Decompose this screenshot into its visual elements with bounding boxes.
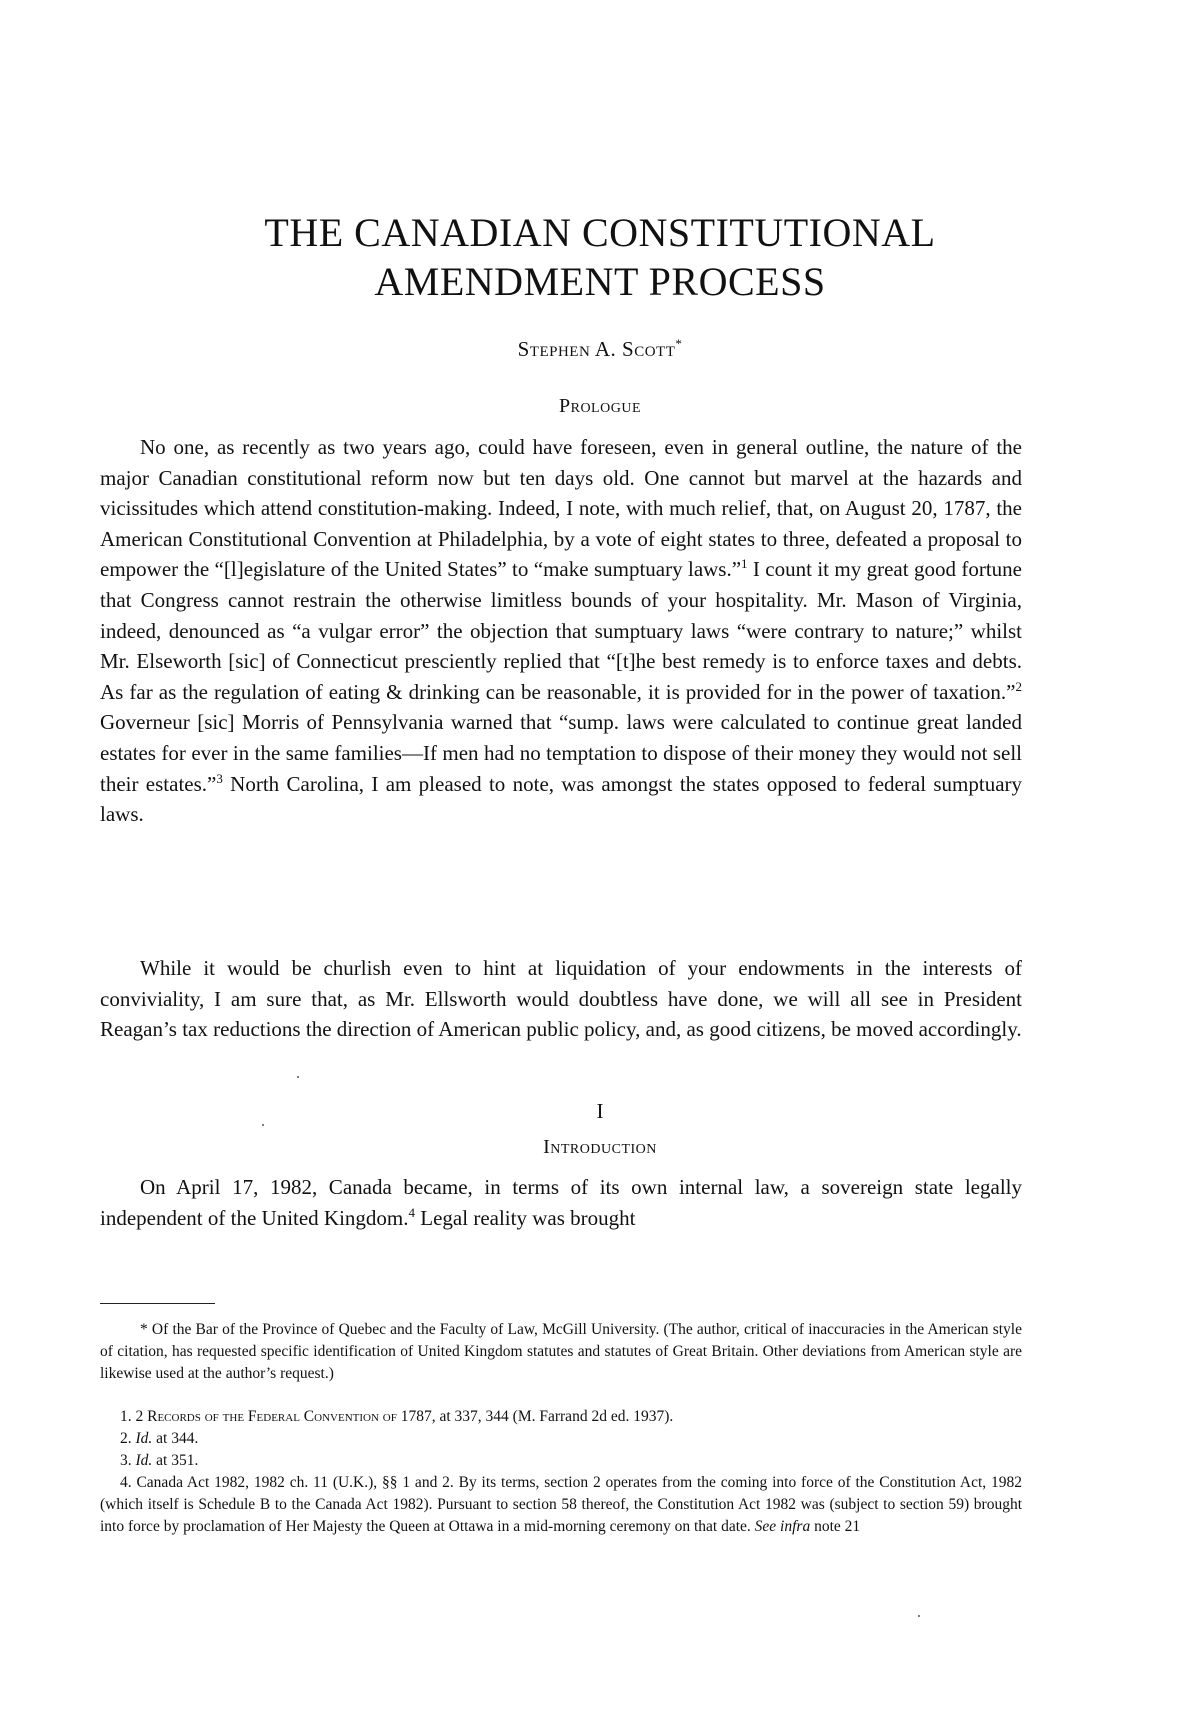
author-name: Stephen A. Scott [517,337,676,361]
prologue-heading: Prologue [558,395,641,417]
footnote-2-id: Id. [135,1430,153,1447]
footnote-ref-2: 2 [1015,678,1022,694]
footnote-4-text: Canada Act 1982, 1982 ch. 11 (U.K.), §§ 1 and 2. By its terms, section 2 operates from the coming into force of the Constitution Act, 1982 (which itself is Schedule B to the Canada Act 1982). Pursuant to section 58 thereof, the Constitution Act 1982 was (subject to section 59) brought into force by proclamation of Her Majesty the Queen at Ottawa in a mid-morning ceremony on that date. [100,1474,1022,1535]
footnote-star [100,1319,1022,1384]
footnote-3 [100,1450,1022,1472]
intro-p1-text-2: Legal reality was brought [415,1205,636,1230]
footnote-4-number: 4. [120,1474,132,1491]
introduction-heading: Introduction [543,1136,657,1158]
footnote-1-citation: , at 337, 344 (M. Farrand 2d ed. 1937). [431,1408,674,1425]
footnote-4-see-infra: See infra [754,1517,811,1535]
footnote-3-id: Id. [135,1452,153,1469]
footnote-separator [100,1303,215,1304]
section-numeral: I [596,1099,604,1123]
prologue-p1-text-3: Governeur [sic] Morris of Pennsylvania warned that “sump. laws were calculated to continue great landed estates for ever in the same families—If men had no temptation to dispose of their money they would not sell their estates.” [100,710,1022,796]
footnote-1 [100,1406,1022,1428]
prologue-paragraph-1 [100,432,1022,830]
title-line-1: THE CANADIAN CONSTITUTIONAL [264,210,936,255]
prologue-p1-text-1: No one, as recently as two years ago, could have foreseen, even in general outline, the nature of the major Canadian constitutional reform now but ten days old. One cannot but marvel at the hazards and vicissitudes which attend constitution-making. Indeed, I note, with much relief, that, on August 20, 1787, the American Constitutional Convention at Philadelphia, by a vote of eight states to three, defeated a proposal to empower the “[l]egislature of the United States” to “make sumptuary laws.” [100,435,1022,582]
footnote-2-citation: at 344. [152,1430,199,1447]
footnote-1-number: 1. [120,1408,132,1425]
footnote-ref-1: 1 [741,556,748,572]
scan-speck [297,1076,299,1078]
prologue-p1-text-2: I count it my great good fortune that Congress cannot restrain the otherwise limitless bounds of your hospitality. Mr. Mason of Virginia, indeed, denounced as “a vulgar error” the objection that sumptuary laws “were contrary to nature;” whilst Mr. Elseworth [sic] of Connecticut presciently replied that “[t]he best remedy is to enforce taxes and debts. As far as the regulation of eating & drinking can be reasonable, it is provided for in the power of taxation.” [100,557,1022,704]
footnote-4 [100,1472,1022,1537]
author-footnote-mark: * [675,336,683,351]
footnote-1-volume: 2 [131,1408,148,1425]
footnote-3-citation: at 351. [152,1452,199,1469]
footnote-ref-4: 4 [408,1204,416,1220]
title-line-2: AMENDMENT PROCESS [374,259,826,304]
footnote-star-text: Of the Bar of the Province of Quebec and the Faculty of Law, McGill University. (The author, critical of inaccuracies in the American style of citation, has requested specific identification of United Kingdom statutes and statutes of Great Britain. Other deviations from American style are likewise used at the author’s request.) [100,1321,1022,1382]
footnote-2-number: 2. [120,1430,132,1447]
footnote-star-mark: * [140,1321,148,1338]
scan-speck [262,1124,264,1126]
footnote-1-source: Records of the Federal Convention of 1787 [147,1408,432,1425]
introduction-paragraph-1 [100,1172,1022,1233]
footnote-3-number: 3. [120,1452,132,1469]
article-title [100,208,1100,306]
intro-p1-text-1: On April 17, 1982, Canada became, in terms of its own internal law, a sovereign state legally independent of the United Kingdom. [100,1175,1022,1230]
scan-speck [918,1615,920,1617]
prologue-p1-text-4: North Carolina, I am pleased to note, was amongst the states opposed to federal sumptuary laws. [100,771,1023,827]
footnote-2 [100,1428,1022,1450]
footnote-ref-3: 3 [216,770,223,786]
prologue-paragraph-2: While it would be churlish even to hint at liquidation of your endowments in the interests of conviviality, I am sure that, as Mr. Ellsworth would doubtless have done, we will all see in President Reagan’s tax reductions the direction of American public policy, and, as good citizens, be moved accordingly. [100,956,1022,1042]
footnote-4-note-ref: note 21 [810,1517,861,1535]
author-byline [100,337,1100,362]
